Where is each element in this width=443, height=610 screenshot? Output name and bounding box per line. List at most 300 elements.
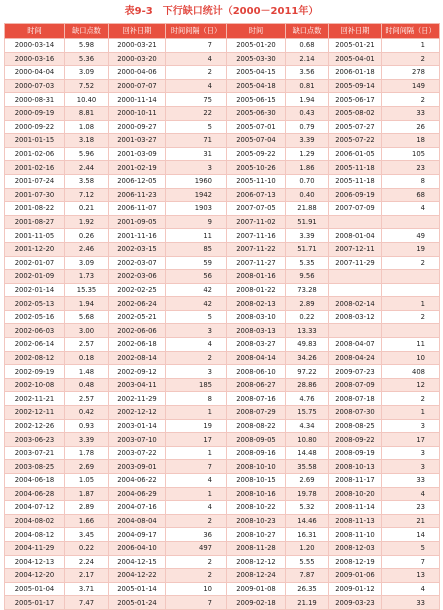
cell-fill-date-right: 2005-01-21 (329, 39, 382, 53)
cell-date-right: 2005-07-04 (227, 134, 286, 148)
cell-gap-points-right: 1.29 (286, 147, 329, 161)
cell-gap-points-right: 4.34 (286, 419, 329, 433)
cell-gap-points-left: 1.92 (65, 215, 109, 229)
cell-fill-date-right: 2005-11-18 (329, 174, 382, 188)
cell-fill-date-left: 2000-07-07 (109, 79, 166, 93)
cell-date-right: 2009-01-08 (227, 582, 286, 596)
cell-fill-date-right: 2005-09-14 (329, 79, 382, 93)
cell-fill-date-left: 2002-03-06 (109, 270, 166, 284)
cell-date-right: 2005-03-30 (227, 52, 286, 66)
cell-fill-date-right: 2005-04-01 (329, 52, 382, 66)
cell-date-left: 2002-12-26 (5, 419, 65, 433)
cell-fill-date-left: 2003-07-10 (109, 433, 166, 447)
cell-interval-left: 2 (166, 351, 227, 365)
cell-gap-points-right: 4.76 (286, 392, 329, 406)
cell-interval-right: 2 (382, 52, 440, 66)
cell-date-right: 2007-11-22 (227, 242, 286, 256)
cell-fill-date-right: 2008-09-22 (329, 433, 382, 447)
cell-fill-date-right: 2009-01-06 (329, 569, 382, 583)
cell-date-left: 2002-11-21 (5, 392, 65, 406)
cell-date-left: 2002-06-03 (5, 324, 65, 338)
table-row (5, 93, 440, 107)
cell-date-left: 2002-12-11 (5, 406, 65, 420)
cell-fill-date-left: 2002-09-12 (109, 365, 166, 379)
cell-gap-points-left: 1.73 (65, 270, 109, 284)
cell-date-left: 2001-11-05 (5, 229, 65, 243)
cell-date-left: 2000-03-16 (5, 52, 65, 66)
cell-gap-points-right: 49.83 (286, 338, 329, 352)
cell-date-left: 2000-04-04 (5, 66, 65, 80)
cell-fill-date-right: 2008-12-19 (329, 555, 382, 569)
cell-gap-points-left: 3.09 (65, 66, 109, 80)
cell-gap-points-left: 0.48 (65, 378, 109, 392)
table-row (5, 338, 440, 352)
cell-date-right: 2008-10-22 (227, 501, 286, 515)
cell-gap-points-left: 1.08 (65, 120, 109, 134)
cell-fill-date-left: 2002-06-18 (109, 338, 166, 352)
cell-interval-left: 7 (166, 460, 227, 474)
cell-gap-points-left: 0.42 (65, 406, 109, 420)
table-row (5, 161, 440, 175)
cell-gap-points-right: 9.56 (286, 270, 329, 284)
cell-fill-date-left: 2000-03-21 (109, 39, 166, 53)
table-row (5, 188, 440, 202)
cell-interval-left: 1 (166, 487, 227, 501)
table-row (5, 474, 440, 488)
cell-interval-right: 11 (382, 338, 440, 352)
cell-gap-points-right: 7.87 (286, 569, 329, 583)
cell-date-left: 2000-03-14 (5, 39, 65, 53)
cell-gap-points-right: 0.68 (286, 39, 329, 53)
cell-date-right: 2008-02-13 (227, 297, 286, 311)
cell-date-right: 2008-09-05 (227, 433, 286, 447)
col-date-right: 时间 (227, 24, 286, 39)
cell-fill-date-left: 2006-12-05 (109, 174, 166, 188)
cell-interval-left: 185 (166, 378, 227, 392)
cell-date-right: 2007-11-02 (227, 215, 286, 229)
cell-fill-date-left: 2001-03-27 (109, 134, 166, 148)
cell-fill-date-right: 2005-11-18 (329, 161, 382, 175)
cell-gap-points-left: 1.87 (65, 487, 109, 501)
table-row (5, 242, 440, 256)
cell-fill-date-left: 2005-01-24 (109, 596, 166, 610)
cell-fill-date-right: 2006-01-05 (329, 147, 382, 161)
cell-interval-right: 26 (382, 120, 440, 134)
cell-date-left: 2004-12-13 (5, 555, 65, 569)
cell-gap-points-left: 7.47 (65, 596, 109, 610)
cell-fill-date-left: 2004-06-29 (109, 487, 166, 501)
cell-gap-points-left: 2.44 (65, 161, 109, 175)
cell-gap-points-right: 5.32 (286, 501, 329, 515)
cell-interval-right: 12 (382, 378, 440, 392)
cell-interval-left: 5 (166, 120, 227, 134)
cell-interval-right: 2 (382, 256, 440, 270)
table-row (5, 419, 440, 433)
cell-interval-left: 7 (166, 39, 227, 53)
cell-gap-points-right: 15.75 (286, 406, 329, 420)
cell-date-right: 2008-10-15 (227, 474, 286, 488)
cell-fill-date-left: 2000-11-14 (109, 93, 166, 107)
cell-gap-points-left: 5.68 (65, 310, 109, 324)
cell-fill-date-right: 2008-11-14 (329, 501, 382, 515)
cell-interval-left: 3 (166, 161, 227, 175)
table-row (5, 406, 440, 420)
cell-fill-date-right: 2007-11-29 (329, 256, 382, 270)
cell-fill-date-right: 2005-07-27 (329, 120, 382, 134)
cell-gap-points-right: 2.89 (286, 297, 329, 311)
cell-date-right: 2009-02-18 (227, 596, 286, 610)
cell-fill-date-left: 2000-03-20 (109, 52, 166, 66)
table-row (5, 433, 440, 447)
cell-date-right: 2005-04-18 (227, 79, 286, 93)
cell-date-left: 2001-02-16 (5, 161, 65, 175)
table-row (5, 487, 440, 501)
cell-interval-right: 3 (382, 446, 440, 460)
cell-date-right: 2008-01-22 (227, 283, 286, 297)
cell-gap-points-left: 1.78 (65, 446, 109, 460)
cell-interval-left: 31 (166, 147, 227, 161)
col-gap-points-right: 缺口点数 (286, 24, 329, 39)
cell-interval-left: 1960 (166, 174, 227, 188)
cell-date-left: 2002-09-19 (5, 365, 65, 379)
cell-interval-left: 17 (166, 433, 227, 447)
cell-fill-date-left: 2004-12-22 (109, 569, 166, 583)
cell-interval-right: 23 (382, 501, 440, 515)
table-row (5, 215, 440, 229)
cell-date-right: 2005-11-10 (227, 174, 286, 188)
cell-fill-date-left: 2004-07-16 (109, 501, 166, 515)
cell-date-left: 2004-12-20 (5, 569, 65, 583)
cell-interval-right: 408 (382, 365, 440, 379)
cell-gap-points-left: 0.93 (65, 419, 109, 433)
table-row (5, 270, 440, 284)
cell-date-right: 2006-07-13 (227, 188, 286, 202)
cell-interval-right: 278 (382, 66, 440, 80)
cell-fill-date-right: 2008-07-30 (329, 406, 382, 420)
cell-interval-left: 1 (166, 446, 227, 460)
cell-date-right: 2008-03-13 (227, 324, 286, 338)
cell-gap-points-right: 14.46 (286, 514, 329, 528)
cell-gap-points-left: 15.35 (65, 283, 109, 297)
cell-interval-left: 11 (166, 229, 227, 243)
cell-date-left: 2004-08-12 (5, 528, 65, 542)
cell-fill-date-right: 2005-08-02 (329, 106, 382, 120)
cell-gap-points-left: 3.39 (65, 433, 109, 447)
cell-interval-right: 13 (382, 569, 440, 583)
cell-date-left: 2000-07-03 (5, 79, 65, 93)
cell-interval-left: 4 (166, 501, 227, 515)
cell-gap-points-right: 19.78 (286, 487, 329, 501)
cell-date-right: 2008-07-16 (227, 392, 286, 406)
cell-fill-date-left: 2000-04-06 (109, 66, 166, 80)
cell-fill-date-right (329, 270, 382, 284)
cell-fill-date-right: 2008-11-17 (329, 474, 382, 488)
cell-interval-right: 14 (382, 528, 440, 542)
cell-gap-points-right: 0.22 (286, 310, 329, 324)
col-interval-left: 时间间隔（日） (166, 24, 227, 39)
cell-interval-left: 497 (166, 541, 227, 555)
cell-interval-right: 17 (382, 433, 440, 447)
cell-interval-right (382, 215, 440, 229)
cell-fill-date-right: 2005-07-22 (329, 134, 382, 148)
cell-gap-points-left: 3.71 (65, 582, 109, 596)
cell-gap-points-left: 5.36 (65, 52, 109, 66)
table-row (5, 596, 440, 610)
cell-gap-points-left: 3.09 (65, 256, 109, 270)
table-row (5, 541, 440, 555)
cell-date-right: 2007-11-27 (227, 256, 286, 270)
cell-fill-date-left: 2003-01-14 (109, 419, 166, 433)
cell-fill-date-right: 2005-06-17 (329, 93, 382, 107)
table-row (5, 66, 440, 80)
cell-gap-points-right: 0.79 (286, 120, 329, 134)
cell-interval-right: 18 (382, 134, 440, 148)
table-row (5, 39, 440, 53)
cell-gap-points-right: 51.71 (286, 242, 329, 256)
cell-date-left: 2002-01-14 (5, 283, 65, 297)
cell-date-left: 2001-01-15 (5, 134, 65, 148)
cell-interval-left: 3 (166, 324, 227, 338)
cell-interval-left: 1903 (166, 202, 227, 216)
cell-date-left: 2001-12-20 (5, 242, 65, 256)
table-row (5, 283, 440, 297)
cell-interval-left: 3 (166, 365, 227, 379)
cell-date-left: 2000-09-22 (5, 120, 65, 134)
cell-fill-date-left: 2002-03-15 (109, 242, 166, 256)
cell-date-left: 2004-07-12 (5, 501, 65, 515)
cell-date-right: 2008-06-27 (227, 378, 286, 392)
cell-gap-points-right: 2.69 (286, 474, 329, 488)
table-row (5, 174, 440, 188)
cell-gap-points-left: 3.18 (65, 134, 109, 148)
cell-fill-date-right: 2008-10-20 (329, 487, 382, 501)
cell-date-right: 2005-09-22 (227, 147, 286, 161)
cell-date-left: 2005-01-04 (5, 582, 65, 596)
cell-interval-right: 23 (382, 161, 440, 175)
table-row (5, 365, 440, 379)
cell-gap-points-left: 1.05 (65, 474, 109, 488)
col-interval-right: 时间间隔（日） (382, 24, 440, 39)
cell-fill-date-right: 2008-09-19 (329, 446, 382, 460)
table-row (5, 147, 440, 161)
cell-fill-date-left: 2004-08-04 (109, 514, 166, 528)
cell-date-right: 2008-10-16 (227, 487, 286, 501)
cell-fill-date-left: 2002-08-14 (109, 351, 166, 365)
cell-fill-date-right: 2007-12-11 (329, 242, 382, 256)
cell-gap-points-right: 0.43 (286, 106, 329, 120)
cell-fill-date-left: 2006-04-10 (109, 541, 166, 555)
cell-interval-right: 2 (382, 93, 440, 107)
cell-gap-points-right: 10.80 (286, 433, 329, 447)
cell-date-left: 2004-06-28 (5, 487, 65, 501)
cell-fill-date-left: 2003-04-11 (109, 378, 166, 392)
cell-interval-left: 42 (166, 297, 227, 311)
cell-interval-right: 3 (382, 419, 440, 433)
cell-gap-points-right: 3.39 (286, 134, 329, 148)
cell-fill-date-right (329, 283, 382, 297)
cell-gap-points-right: 97.22 (286, 365, 329, 379)
cell-date-left: 2003-06-23 (5, 433, 65, 447)
cell-interval-left: 36 (166, 528, 227, 542)
cell-interval-left: 5 (166, 310, 227, 324)
cell-date-right: 2005-06-30 (227, 106, 286, 120)
cell-date-left: 2001-08-27 (5, 215, 65, 229)
cell-fill-date-right: 2008-07-18 (329, 392, 382, 406)
cell-date-left: 2001-02-06 (5, 147, 65, 161)
cell-interval-right: 33 (382, 474, 440, 488)
cell-gap-points-right: 34.26 (286, 351, 329, 365)
cell-fill-date-left: 2002-02-25 (109, 283, 166, 297)
cell-gap-points-left: 2.24 (65, 555, 109, 569)
cell-fill-date-right: 2008-08-25 (329, 419, 382, 433)
cell-gap-points-left: 0.22 (65, 541, 109, 555)
cell-fill-date-left: 2000-09-27 (109, 120, 166, 134)
gap-table (4, 23, 440, 610)
cell-interval-left: 71 (166, 134, 227, 148)
cell-gap-points-left: 1.48 (65, 365, 109, 379)
table-row (5, 120, 440, 134)
cell-date-right: 2008-10-23 (227, 514, 286, 528)
cell-date-right: 2008-12-12 (227, 555, 286, 569)
cell-fill-date-left: 2006-11-07 (109, 202, 166, 216)
cell-date-right: 2007-07-05 (227, 202, 286, 216)
table-row (5, 52, 440, 66)
cell-fill-date-left: 2002-03-07 (109, 256, 166, 270)
col-fill-date-left: 回补日期 (109, 24, 166, 39)
cell-interval-left: 2 (166, 66, 227, 80)
cell-fill-date-right: 2009-03-23 (329, 596, 382, 610)
cell-fill-date-left: 2002-06-24 (109, 297, 166, 311)
table-row (5, 378, 440, 392)
cell-gap-points-right: 3.39 (286, 229, 329, 243)
cell-fill-date-left: 2003-07-22 (109, 446, 166, 460)
cell-gap-points-left: 2.57 (65, 338, 109, 352)
cell-fill-date-left: 2000-10-11 (109, 106, 166, 120)
cell-date-left: 2004-06-18 (5, 474, 65, 488)
cell-fill-date-left: 2001-03-09 (109, 147, 166, 161)
cell-interval-left: 4 (166, 474, 227, 488)
table-row (5, 392, 440, 406)
cell-fill-date-left: 2002-11-29 (109, 392, 166, 406)
cell-date-right: 2008-06-10 (227, 365, 286, 379)
cell-interval-right: 7 (382, 555, 440, 569)
table-row (5, 446, 440, 460)
cell-date-left: 2003-07-21 (5, 446, 65, 460)
cell-date-right: 2008-11-28 (227, 541, 286, 555)
cell-gap-points-right: 21.19 (286, 596, 329, 610)
cell-fill-date-right: 2008-03-12 (329, 310, 382, 324)
table-body (5, 39, 440, 610)
cell-interval-left: 8 (166, 392, 227, 406)
cell-fill-date-left: 2002-06-06 (109, 324, 166, 338)
cell-interval-left: 10 (166, 582, 227, 596)
cell-interval-left: 1 (166, 406, 227, 420)
cell-interval-right: 33 (382, 106, 440, 120)
cell-interval-right: 33 (382, 596, 440, 610)
col-gap-points-left: 缺口点数 (65, 24, 109, 39)
cell-fill-date-right: 2009-07-23 (329, 365, 382, 379)
cell-fill-date-left: 2006-11-23 (109, 188, 166, 202)
cell-gap-points-right: 51.91 (286, 215, 329, 229)
cell-fill-date-right: 2008-11-13 (329, 514, 382, 528)
cell-interval-right: 1 (382, 39, 440, 53)
cell-gap-points-right: 26.35 (286, 582, 329, 596)
cell-fill-date-right: 2008-10-13 (329, 460, 382, 474)
cell-interval-right: 21 (382, 514, 440, 528)
cell-gap-points-left: 10.40 (65, 93, 109, 107)
table-row (5, 256, 440, 270)
cell-fill-date-right: 2008-11-10 (329, 528, 382, 542)
cell-fill-date-right: 2007-07-09 (329, 202, 382, 216)
cell-gap-points-right: 1.86 (286, 161, 329, 175)
cell-gap-points-left: 2.57 (65, 392, 109, 406)
table-row (5, 528, 440, 542)
cell-date-right: 2008-04-14 (227, 351, 286, 365)
cell-interval-right: 1 (382, 297, 440, 311)
table-row (5, 569, 440, 583)
cell-gap-points-left: 1.94 (65, 297, 109, 311)
cell-interval-right: 4 (382, 582, 440, 596)
cell-interval-left: 2 (166, 569, 227, 583)
cell-gap-points-right: 16.31 (286, 528, 329, 542)
cell-interval-right: 49 (382, 229, 440, 243)
cell-gap-points-right: 0.40 (286, 188, 329, 202)
cell-gap-points-right: 28.86 (286, 378, 329, 392)
cell-interval-left: 19 (166, 419, 227, 433)
cell-date-right: 2008-03-10 (227, 310, 286, 324)
cell-gap-points-left: 7.12 (65, 188, 109, 202)
cell-gap-points-left: 2.17 (65, 569, 109, 583)
cell-date-left: 2001-07-30 (5, 188, 65, 202)
cell-interval-left: 1942 (166, 188, 227, 202)
cell-gap-points-left: 3.58 (65, 174, 109, 188)
cell-interval-left: 4 (166, 52, 227, 66)
cell-gap-points-left: 2.89 (65, 501, 109, 515)
cell-fill-date-left: 2004-06-22 (109, 474, 166, 488)
cell-date-left: 2002-06-14 (5, 338, 65, 352)
table-row (5, 501, 440, 515)
table-row (5, 324, 440, 338)
col-date-left: 时间 (5, 24, 65, 39)
cell-interval-right: 5 (382, 541, 440, 555)
cell-fill-date-left: 2002-05-21 (109, 310, 166, 324)
cell-interval-left: 42 (166, 283, 227, 297)
cell-gap-points-right: 0.70 (286, 174, 329, 188)
table-row (5, 229, 440, 243)
cell-interval-left: 4 (166, 79, 227, 93)
table-row (5, 310, 440, 324)
cell-fill-date-left: 2005-01-14 (109, 582, 166, 596)
cell-date-left: 2004-08-02 (5, 514, 65, 528)
cell-interval-left: 7 (166, 596, 227, 610)
cell-date-left: 2002-01-09 (5, 270, 65, 284)
cell-gap-points-left: 1.66 (65, 514, 109, 528)
cell-interval-left: 22 (166, 106, 227, 120)
cell-date-right: 2005-07-01 (227, 120, 286, 134)
cell-fill-date-right: 2008-04-07 (329, 338, 382, 352)
cell-date-left: 2000-08-31 (5, 93, 65, 107)
cell-interval-left: 4 (166, 338, 227, 352)
cell-date-right: 2008-12-24 (227, 569, 286, 583)
cell-date-right: 2005-01-20 (227, 39, 286, 53)
cell-fill-date-left: 2004-09-17 (109, 528, 166, 542)
table-row (5, 514, 440, 528)
cell-fill-date-right: 2008-04-24 (329, 351, 382, 365)
cell-fill-date-right: 2008-02-14 (329, 297, 382, 311)
col-fill-date-right: 回补日期 (329, 24, 382, 39)
cell-fill-date-left: 2002-12-12 (109, 406, 166, 420)
cell-date-left: 2004-11-29 (5, 541, 65, 555)
